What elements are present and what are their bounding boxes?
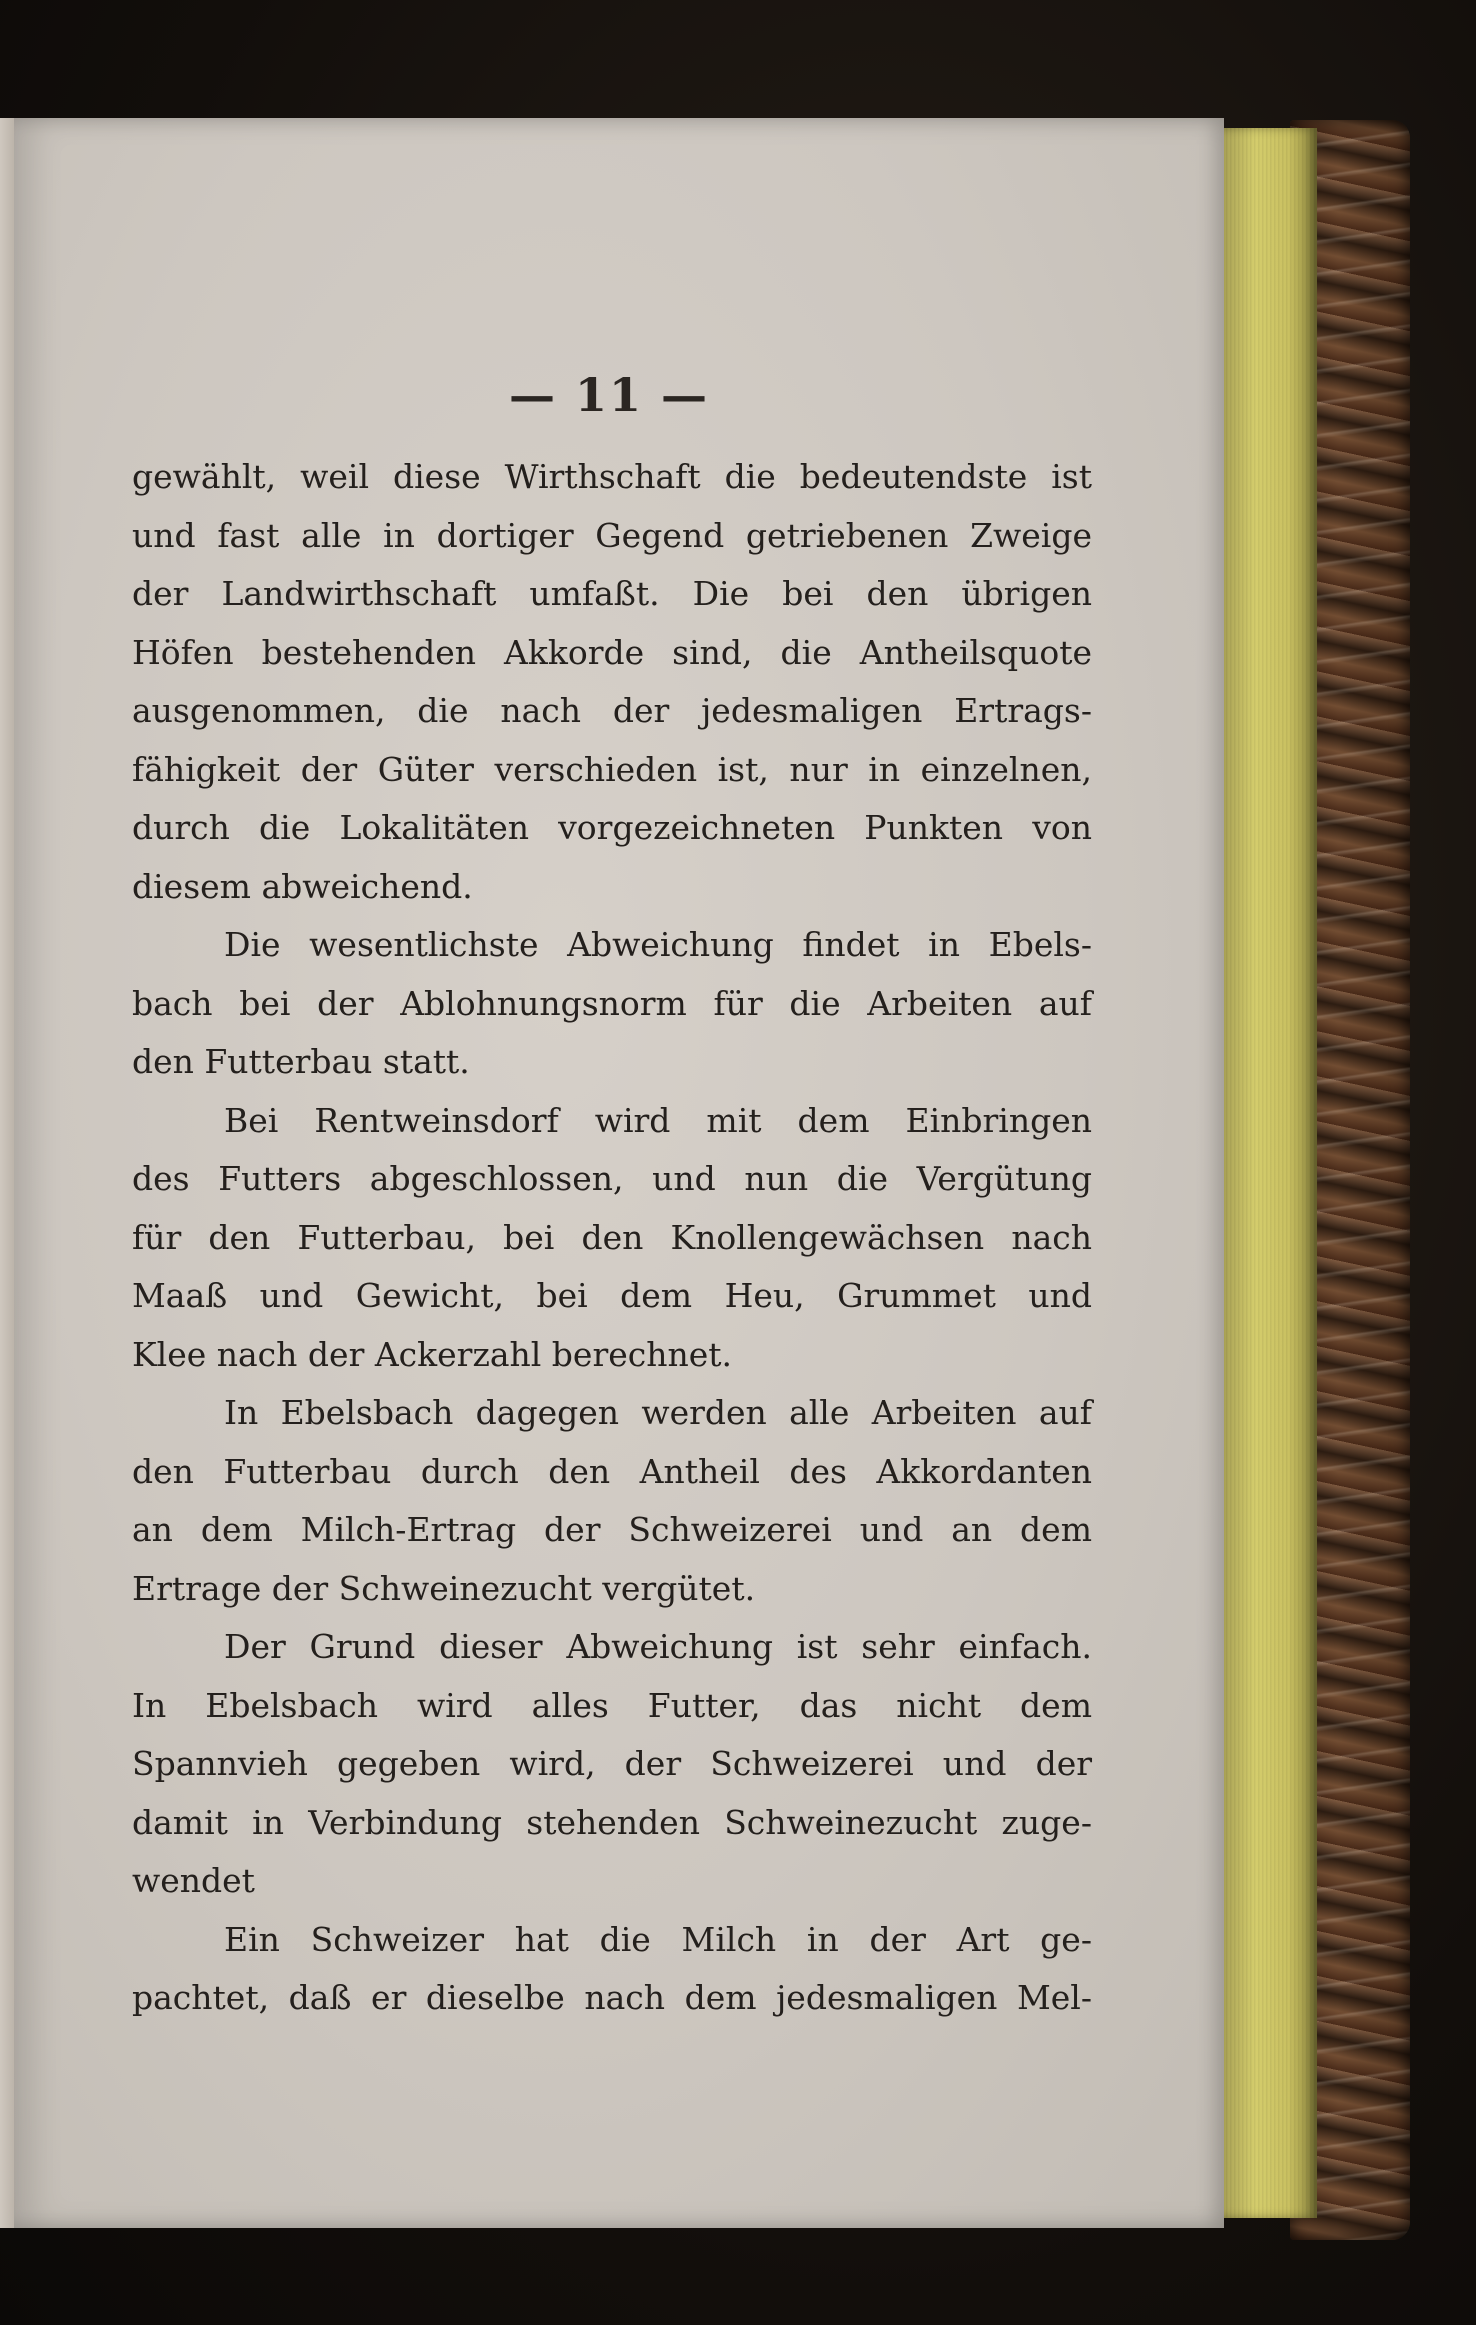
text-line: pachtet, daß er dieselbe nach dem jedesmaligen Mel-: [132, 1978, 1092, 2017]
text-line: Klee nach der Ackerzahl berechnet.: [132, 1334, 733, 1374]
text-line: Ertrage der Schweinezucht vergütet.: [132, 1568, 756, 1608]
text-line: fähigkeit der Güter verschieden ist, nur in einzelnen,: [132, 749, 1092, 789]
text-line: Ein Schweizer hat die Milch in der Art ge-: [224, 1919, 1092, 1959]
text-line: gewählt, weil diese Wirthschaft die bedeutendste ist: [132, 457, 1092, 496]
text-line: Höfen bestehenden Akkorde sind, die Antheilsquote: [132, 632, 1092, 672]
text-line: der Landwirthschaft umfaßt. Die bei den übrigen: [132, 574, 1092, 613]
body-text: [132, 448, 1092, 2028]
text-line: Bei Rentweinsdorf wird mit dem Einbringen: [224, 1100, 1092, 1140]
text-line: damit in Verbindung stehenden Schweinezucht zuge-: [132, 1802, 1092, 1842]
text-line: diesem abweichend.: [132, 866, 473, 906]
text-line: für den Futterbau, bei den Knollengewächsen nach: [132, 1217, 1092, 1257]
text-line: den Futterbau durch den Antheil des Akkordanten: [132, 1451, 1092, 1491]
text-line: Der Grund dieser Abweichung ist sehr einfach.: [224, 1627, 1092, 1666]
text-line: den Futterbau statt.: [132, 1042, 470, 1081]
text-line: und fast alle in dortiger Gegend getriebenen Zweige: [132, 515, 1092, 555]
book-page: [14, 118, 1224, 2228]
text-line: Spannvieh gegeben wird, der Schweizerei und der: [132, 1744, 1092, 1783]
text-line: Maaß und Gewicht, bei dem Heu, Grummet und: [132, 1276, 1092, 1315]
text-line: des Futters abgeschlossen, und nun die Vergütung: [132, 1159, 1092, 1198]
gilt-page-edges: [1222, 128, 1317, 2218]
text-line: durch die Lokalitäten vorgezeichneten Punkten von: [132, 808, 1092, 847]
text-line: Die wesentlichste Abweichung findet in Ebels-: [224, 925, 1092, 964]
text-line: In Ebelsbach wird alles Futter, das nicht dem: [132, 1685, 1092, 1725]
text-line: ausgenommen, die nach der jedesmaligen Ertrags-: [132, 691, 1092, 730]
text-line: wendet: [132, 1861, 255, 1900]
facing-page-edge: [0, 118, 14, 2228]
page-number: — 11 —: [508, 368, 710, 422]
text-line: bach bei der Ablohnungsnorm für die Arbeiten auf: [132, 983, 1092, 1023]
text-line: In Ebelsbach dagegen werden alle Arbeiten auf: [224, 1393, 1092, 1432]
text-line: an dem Milch-Ertrag der Schweizerei und an dem: [132, 1510, 1092, 1549]
